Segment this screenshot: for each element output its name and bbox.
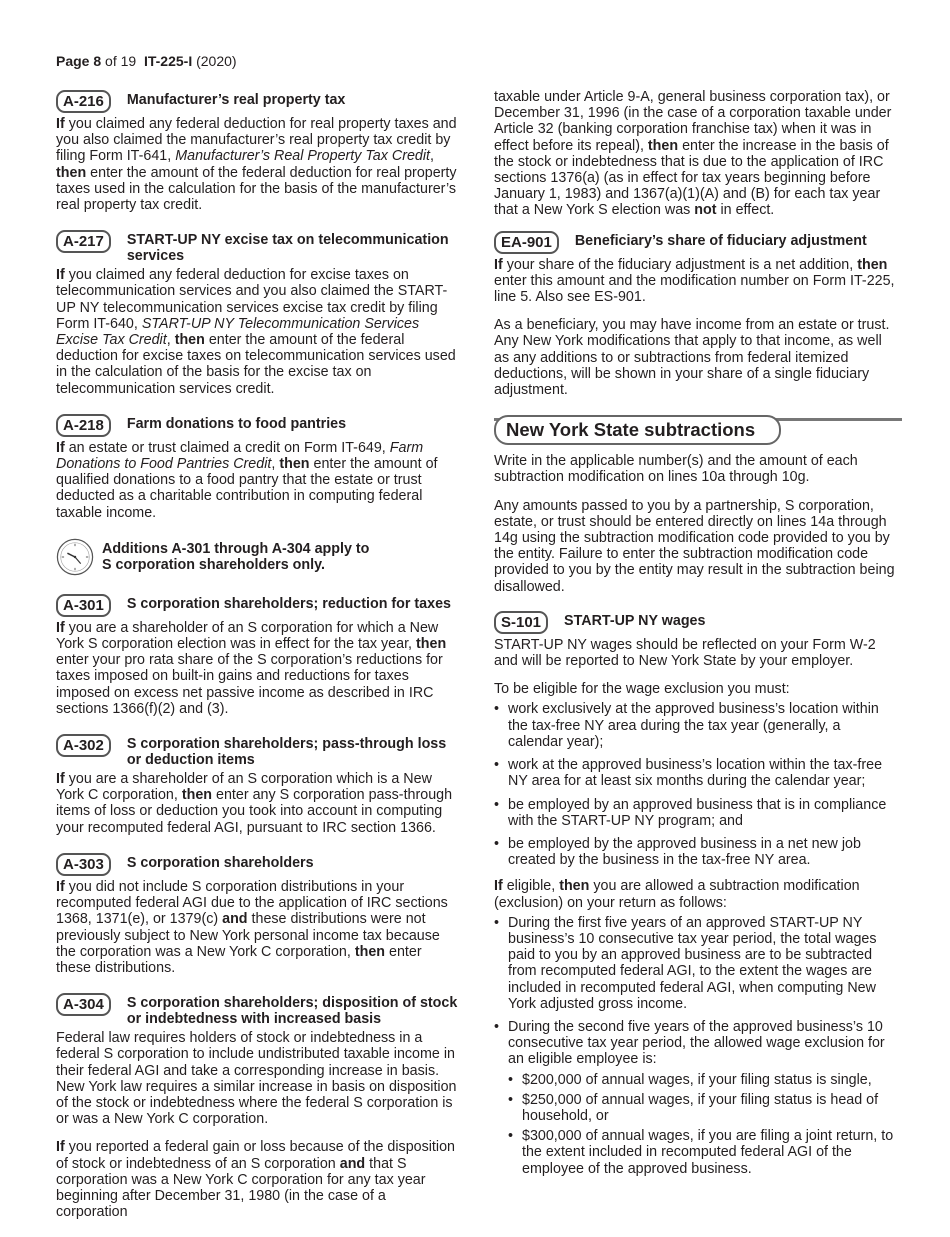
section-a217 [56, 230, 458, 397]
section-title: S corporation shareholders; pass-through loss or deduction items [126, 736, 447, 769]
section-s101 [494, 611, 898, 1177]
clock-icon [56, 538, 94, 576]
section-a302 [56, 734, 458, 836]
left-column [56, 90, 458, 1237]
section-title: S corporation shareholders [126, 854, 314, 871]
section-ea901 [494, 231, 898, 399]
code-badge: A-302 [56, 734, 111, 757]
section-paragraph: If you claimed any federal deduction for excise taxes on telecommunication services and you also claimed the START-UP NY telecommunication services excise tax credit by filing Form IT-640, START-UP NY Telecommunication Services Excise Tax Credit, then enter the amount of the federal deduction for excise taxes on telecommunication services used in the calculation of the basis for the excise tax on telecommunication services credit. [56, 267, 456, 397]
section-paragraph: If you did not include S corporation distributions in your recomputed federal AGI due to the application of IRC sections 1368, 1371(e), or 1379(c) and these distributions were not previously subject to New York personal income tax because the corporation was a New York C corporation, then enter these distributions. [56, 878, 448, 976]
section-paragraph: If eligible, then you are allowed a subtraction modification (exclusion) on your return as follows: [494, 878, 860, 911]
list-item: • $300,000 of annual wages, if you are filing a joint return, to the extent included in recomputed federal AGI of the employee of the approved business. [508, 1128, 898, 1177]
section-heading: New York State subtractions [494, 415, 781, 445]
section-paragraph: If your share of the fiduciary adjustment is a net addition, then enter this amount and the modification number on Form IT-225, line 5. Also see ES-901. [494, 256, 895, 306]
section-paragraph: START-UP NY wages should be reflected on your Form W-2 and will be reported to New York State by your employer. [494, 636, 876, 670]
code-badge: A-217 [56, 230, 111, 253]
section-title: START-UP NY excise tax on telecommunication services [126, 232, 449, 265]
page-number: 8 [93, 53, 102, 69]
code-badge: A-304 [56, 993, 111, 1016]
list-item: • During the first five years of an approved START-UP NY business’s 10 consecutive tax year period, the total wages paid to you by an approved business are to be subtracted from recomputed federal AGI, to the extent the wages are included in recomputed federal AGI, when computing New York adjusted gross income. [494, 915, 898, 1012]
section-a304 [56, 993, 458, 1220]
form-year: (2020) [196, 53, 237, 69]
section-a218 [56, 414, 458, 521]
form-id: IT-225-I [143, 53, 193, 69]
section-a301 [56, 594, 458, 717]
wage-limit-list [508, 1072, 898, 1177]
section-title: START-UP NY wages [564, 612, 706, 629]
nys-subtractions-banner [494, 415, 898, 445]
right-column [494, 89, 898, 1194]
section-paragraph: Federal law requires holders of stock or indebtedness in a federal S corporation to include undistributed taxable income in their federal AGI and take a corresponding increase in basis. New York law requires a similar increase in basis on disposition of the stock or indebtedness where the federal S corporation is or was a New York C corporation. [56, 1030, 457, 1128]
code-badge: S-101 [494, 611, 548, 634]
section-paragraph: As a beneficiary, you may have income from an estate or trust. Any New York modifications that apply to that income, as well as any additions to or subtractions from federal itemized deductions, will be shown in your share of a single fiduciary adjustment. [494, 317, 890, 399]
list-item: • be employed by the approved business in a net new job created by the business in the tax-free NY area. [494, 836, 898, 868]
section-paragraph: If you reported a federal gain or loss because of the disposition of stock or indebtedness of an S corporation and that S corporation was a New York C corporation for any tax year beginning after December 31, 1980 (in the case of a corporation [56, 1139, 455, 1221]
section-title: Beneficiary’s share of fiduciary adjustment [574, 232, 867, 249]
section-paragraph: Write in the applicable number(s) and the amount of each subtraction modification on lines 10a through 10g. [494, 453, 858, 486]
section-paragraph: If you are a shareholder of an S corporation for which a New York S corporation election was in effect for the tax year, then enter your pro rata share of the S corporation’s reductions for taxes imposed on built-in gains and reductions for taxes imposed on excess net passive income as described in IRC sections 1366(f)(2) and (3). [56, 619, 447, 717]
eligibility-list [494, 701, 898, 868]
continued-paragraph: taxable under Article 9-A, general business corporation tax), or December 31, 1996 (in the case of a corporation taxable under Article 32 (banking corporation franchise tax) when it was in effect before its repeal), then enter the increase in the basis of the stock or indebtedness that is due to the application of IRC sections 1376(a) (as in effect for tax years beginning before January 1, 1983) and 1367(a)(1)(A) and (B) for each tax year that a New York S election was not in effect. [494, 89, 892, 219]
list-item: • During the second five years of the approved business’s 10 consecutive tax year period, the allowed wage exclusion for an eligible employee is: • $200,000 of annual wages, if your filing status is single, • $250,000 of annual wages, if your filing status is head of household, or • $300,000 of annual wages, if you are filing a joint return, to the extent included in recomputed federal AGI of the employee of the approved business. [494, 1019, 898, 1177]
page-header [56, 53, 237, 69]
section-a216 [56, 90, 458, 213]
section-paragraph: To be eligible for the wage exclusion you must: [494, 681, 790, 698]
section-title: S corporation shareholders; reduction for taxes [126, 595, 451, 612]
section-title: S corporation shareholders; disposition of stock or indebtedness with increased basis [126, 995, 458, 1028]
code-badge: A-303 [56, 853, 111, 876]
code-badge: EA-901 [494, 231, 559, 254]
note-line-1: Additions A-301 through A-304 apply to [102, 540, 370, 557]
list-item: • $200,000 of annual wages, if your filing status is single, [508, 1072, 898, 1088]
note-line-2: S corporation shareholders only. [102, 556, 325, 573]
code-badge: A-216 [56, 90, 111, 113]
s-corp-note [56, 538, 458, 576]
page-label: Page [56, 53, 90, 69]
list-item: • work exclusively at the approved business’s location within the tax-free NY area during the tax year (generally, a calendar year); [494, 701, 898, 750]
section-paragraph: Any amounts passed to you by a partnership, S corporation, estate, or trust should be entered directly on lines 14a through 14g using the subtraction modification code provided to you by the entity. Failure to enter the subtraction modification code provided to you by the entity may result in the subtraction being disallowed. [494, 497, 895, 595]
list-item: • be employed by an approved business that is in compliance with the START-UP NY program; and [494, 797, 898, 829]
code-badge: A-218 [56, 414, 111, 437]
list-item: • $250,000 of annual wages, if your filing status is head of household, or [508, 1092, 898, 1124]
section-a303 [56, 853, 458, 976]
page-total: of 19 [105, 53, 137, 69]
exclusion-list [494, 915, 898, 1177]
section-title: Farm donations to food pantries [126, 415, 347, 432]
section-title: Manufacturer’s real property tax [126, 92, 346, 108]
section-paragraph: If you claimed any federal deduction for real property taxes and you also claimed the manufacturer’s real property tax credit by filing Form IT-641, Manufacturer’s Real Property Tax Credit, then enter the amount of the federal deduction for real property taxes used in the calculation for the basis of the manufacturer’s real property tax credit. [56, 116, 457, 214]
section-paragraph: If an estate or trust claimed a credit on Form IT-649, Farm Donations to Food Pantries Credit, then enter the amount of qualified donations to a food pantry that the estate or trust deducted as a charitable contribution in computing federal taxable income. [56, 439, 438, 521]
section-paragraph: If you are a shareholder of an S corporation which is a New York C corporation, then enter any S corporation pass-through items of loss or deduction you took into account in computing your recomputed federal AGI, pursuant to IRC section 1366. [56, 771, 453, 836]
code-badge: A-301 [56, 594, 111, 617]
list-item: • work at the approved business’s location within the tax-free NY area for at least six months during the calendar year; [494, 757, 898, 789]
